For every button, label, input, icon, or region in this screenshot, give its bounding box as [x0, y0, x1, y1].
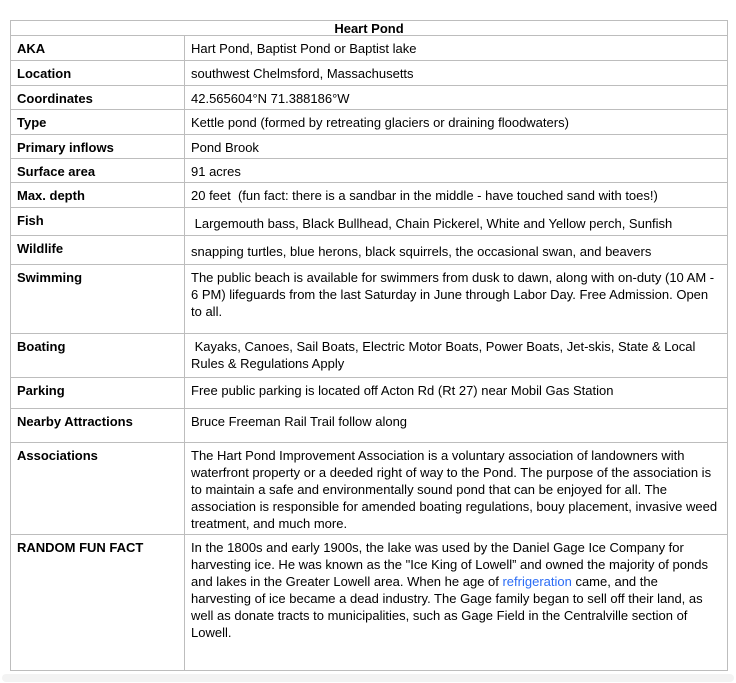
- row-value-type: [185, 110, 728, 135]
- table-row: [11, 135, 728, 159]
- horizontal-scrollbar[interactable]: [2, 674, 734, 682]
- row-value-swimming: [185, 265, 728, 334]
- row-value-fish: [185, 208, 728, 236]
- cell-text: Free public parking is located off Acton Rd (Rt 27) near Mobil Gas Station: [191, 383, 614, 398]
- cell-text: Bruce Freeman Rail Trail follow along: [191, 414, 408, 429]
- row-value-location: [185, 61, 728, 86]
- table-row: [11, 61, 728, 86]
- table-row: [11, 236, 728, 265]
- row-label-swimming: Swimming: [11, 265, 185, 334]
- row-value-parking: [185, 378, 728, 409]
- row-value-coordinates: [185, 86, 728, 110]
- cell-text: southwest Chelmsford, Massachusetts: [191, 66, 414, 81]
- row-value-wildlife: [185, 236, 728, 265]
- row-value-boating: [185, 334, 728, 378]
- row-label-random-fun-fact: RANDOM FUN FACT: [11, 535, 185, 671]
- cell-text: Kayaks, Canoes, Sail Boats, Electric Motor Boats, Power Boats, Jet-skis, State & Local Rules & Regulations Apply: [191, 339, 699, 371]
- row-label-type: Type: [11, 110, 185, 135]
- table-title: Heart Pond: [11, 21, 728, 36]
- table-row: [11, 36, 728, 61]
- row-label-surface-area: Surface area: [11, 159, 185, 183]
- row-value-nearby-attractions: [185, 409, 728, 443]
- table-title-row: [11, 21, 728, 36]
- row-value-associations: [185, 443, 728, 535]
- table-row: [11, 183, 728, 208]
- row-value-max-depth: [185, 183, 728, 208]
- row-label-primary-inflows: Primary inflows: [11, 135, 185, 159]
- table-row: [11, 86, 728, 110]
- cell-text: Kettle pond (formed by retreating glaciers or draining floodwaters): [191, 115, 569, 130]
- table-row: [11, 378, 728, 409]
- cell-text: 42.565604°N 71.388186°W: [191, 91, 350, 106]
- table-row: [11, 110, 728, 135]
- row-label-nearby-attractions: Nearby Attractions: [11, 409, 185, 443]
- cell-text: snapping turtles, blue herons, black squirrels, the occasional swan, and beavers: [191, 244, 652, 259]
- pond-info-table: [10, 20, 728, 671]
- cell-text: Hart Pond, Baptist Pond or Baptist lake: [191, 41, 417, 56]
- table-row: [11, 409, 728, 443]
- row-value-aka: [185, 36, 728, 61]
- row-label-fish: Fish: [11, 208, 185, 236]
- cell-text: The Hart Pond Improvement Association is a voluntary association of landowners with waterfront property or a deeded right of way to the Pond. The purpose of the association is to maintain a safe and environmentally sound pond that can be enjoyed for all. The association is responsible for amended boating regulations, bouy placement, invasive weed treatment, and much more.: [191, 448, 721, 531]
- row-value-primary-inflows: [185, 135, 728, 159]
- table-row: [11, 208, 728, 236]
- refrigeration-link[interactable]: refrigeration: [502, 574, 572, 589]
- fun-fact-text-before: In the 1800s and early 1900s, the lake was used by the Daniel Gage Ice Company for harvesting ice. He was known as the "Ice King of Lowell” and owned the majority of ponds and lakes in the Greater Lowell area. When he age of: [191, 540, 712, 589]
- row-label-wildlife: Wildlife: [11, 236, 185, 265]
- row-label-associations: Associations: [11, 443, 185, 535]
- row-label-coordinates: Coordinates: [11, 86, 185, 110]
- table-row: [11, 334, 728, 378]
- fun-fact-text-after: came, and the harvesting of ice became a dead industry. The Gage family began to sell off their land, as well as donate tracts to municipalities, such as Gage Field in the Centralville section of Lowell.: [191, 574, 707, 640]
- row-value-surface-area: [185, 159, 728, 183]
- cell-text: 91 acres: [191, 164, 241, 179]
- cell-text: The public beach is available for swimmers from dusk to dawn, along with on-duty (10 AM - 6 PM) lifeguards from the last Saturday in June through Labor Day. Free Admission. Open to all.: [191, 270, 718, 319]
- table-row: [11, 443, 728, 535]
- cell-text: 20 feet (fun fact: there is a sandbar in the middle - have touched sand with toes!): [191, 188, 658, 203]
- row-value-random-fun-fact: [185, 535, 728, 671]
- table-row: [11, 535, 728, 671]
- row-label-location: Location: [11, 61, 185, 86]
- table-row: [11, 159, 728, 183]
- row-label-parking: Parking: [11, 378, 185, 409]
- cell-text: Pond Brook: [191, 140, 259, 155]
- cell-text: Largemouth bass, Black Bullhead, Chain Pickerel, White and Yellow perch, Sunfish: [191, 216, 673, 231]
- row-label-aka: AKA: [11, 36, 185, 61]
- row-label-boating: Boating: [11, 334, 185, 378]
- table-row: [11, 265, 728, 334]
- row-label-max-depth: Max. depth: [11, 183, 185, 208]
